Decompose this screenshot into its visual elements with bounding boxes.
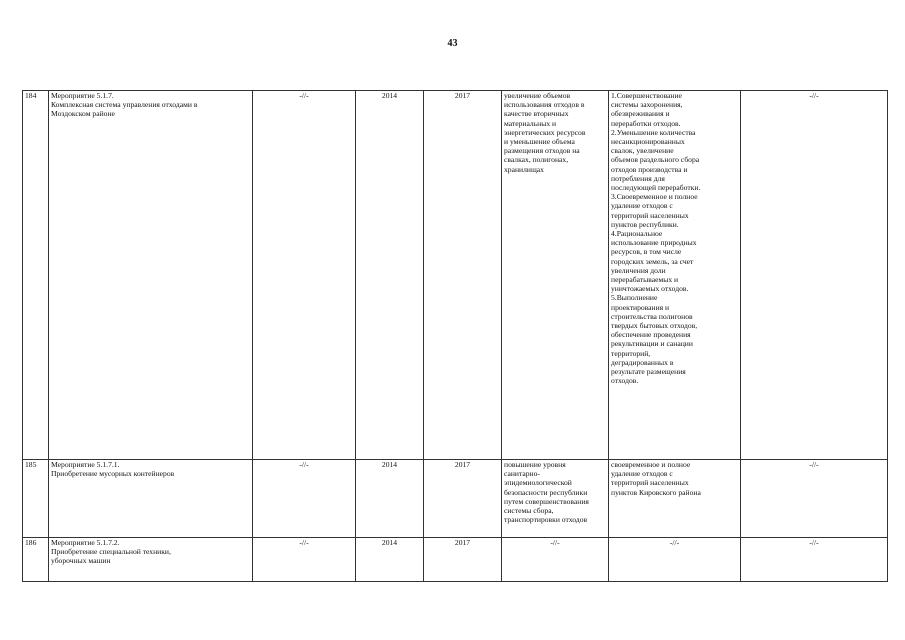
table-row bbox=[23, 91, 888, 460]
start-year-cell: 2014 bbox=[356, 91, 424, 460]
executor-cell: -//- bbox=[253, 460, 356, 538]
executor-cell: -//- bbox=[253, 538, 356, 582]
end-year-cell: 2017 bbox=[424, 460, 502, 538]
start-year-cell: 2014 bbox=[356, 538, 424, 582]
page-number: 43 bbox=[447, 38, 458, 49]
last-cell: -//- bbox=[741, 538, 888, 582]
result-cell: -//- bbox=[502, 538, 609, 582]
result-cell: увеличение объемов использования отходов в качестве вторичных материальных и энергетических ресурсов и уменьшение объема размещения отходов на свалках, полигонах, хранилищах bbox=[502, 91, 609, 460]
goals-cell: своевременное и полное удаление отходов с территорий населенных пунктов Кировского района bbox=[609, 460, 741, 538]
executor-cell: -//- bbox=[253, 91, 356, 460]
measure-cell bbox=[49, 460, 253, 538]
end-year-cell: 2017 bbox=[424, 538, 502, 582]
measure-description-line: уборочных машин bbox=[51, 556, 111, 566]
result-cell: повышение уровня санитарно- эпидемиологической безопасности республики путем совершенствования системы сбора, транспортировки отходов bbox=[502, 460, 609, 538]
row-number: 184 bbox=[23, 91, 49, 460]
measure-title: Мероприятие 5.1.7. bbox=[51, 91, 114, 100]
row-number: 186 bbox=[23, 538, 49, 582]
measure-description-line: Комплексная система управления отходами в bbox=[51, 100, 198, 110]
goals-cell: 1.Совершенствование системы захоронения, обезвреживания и переработки отходов. 2.Уменьшение количества несанкционированных свалок, увеличение объемов раздельного сбора отходов производства и потребления для последующей переработки. 3.Своевременное и полное удаление отходов с территорий населенных пунктов республики. 4.Рациональное использование природных ресурсов, в том числе городских земель, за счет увеличения доли перерабатываемых и уничтожаемых отходов. 5.Выполнение проектирования и строительства полигонов твердых бытовых отходов, обеспечение проведения рекультивации и санации территорий, деградированных в результате размещения отходов. bbox=[609, 91, 741, 460]
row-number: 185 bbox=[23, 460, 49, 538]
measure-description-line: Приобретение специальной техники, bbox=[51, 547, 171, 557]
table-row bbox=[23, 538, 888, 582]
measure-description-line: Моздокском районе bbox=[51, 109, 115, 119]
measures-table bbox=[22, 90, 888, 582]
end-year-cell: 2017 bbox=[424, 91, 502, 460]
start-year-cell: 2014 bbox=[356, 460, 424, 538]
last-cell: -//- bbox=[741, 91, 888, 460]
goals-cell: -//- bbox=[609, 538, 741, 582]
measure-title: Мероприятие 5.1.7.1. bbox=[51, 460, 120, 469]
measure-description-line: Приобретение мусорных контейнеров bbox=[51, 469, 175, 479]
last-cell: -//- bbox=[741, 460, 888, 538]
measure-cell bbox=[49, 91, 253, 460]
measure-cell bbox=[49, 538, 253, 582]
table-row bbox=[23, 460, 888, 538]
measure-title: Мероприятие 5.1.7.2. bbox=[51, 538, 120, 547]
